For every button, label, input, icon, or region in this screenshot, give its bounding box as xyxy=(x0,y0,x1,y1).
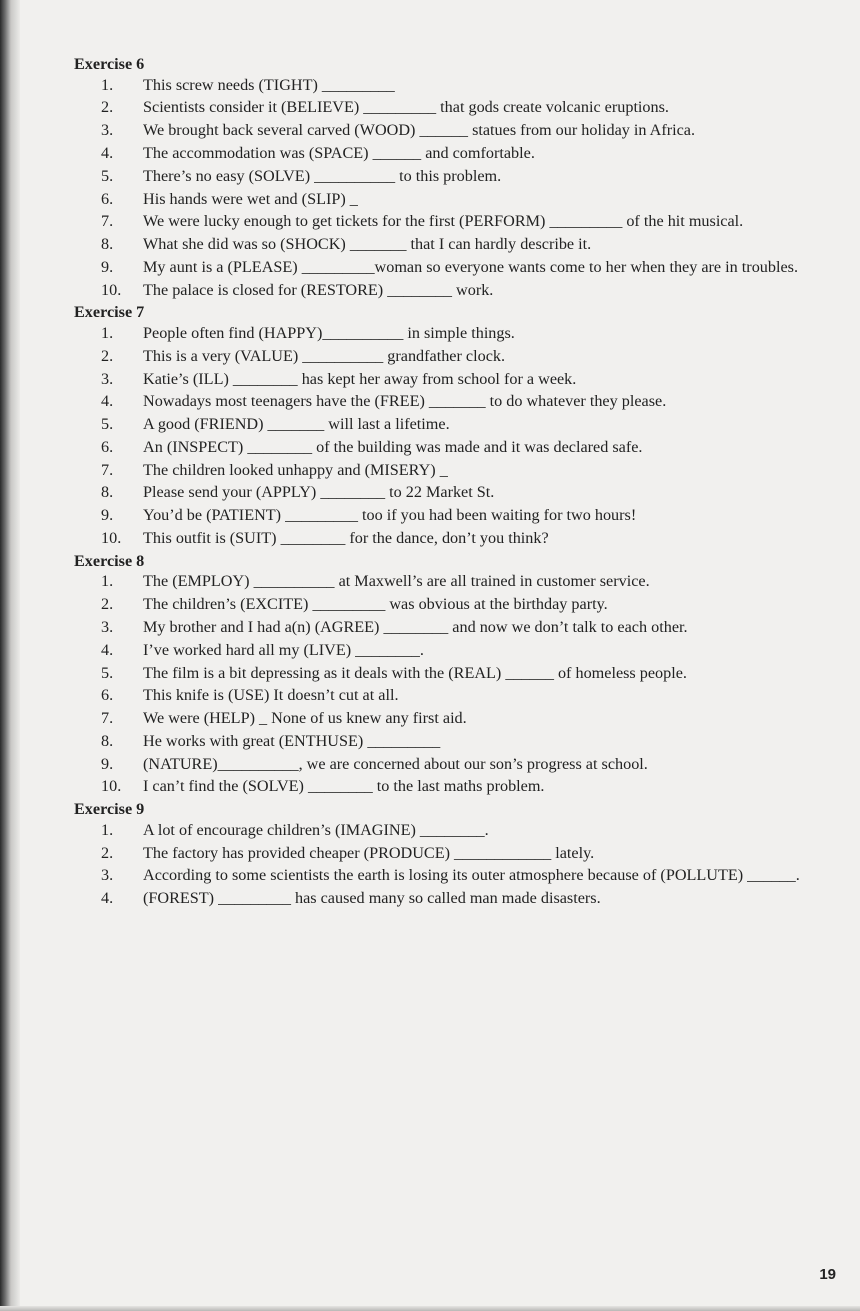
exercise-item xyxy=(74,166,842,187)
item-number: 3. xyxy=(101,121,114,140)
exercise-8 xyxy=(74,551,842,797)
exercise-item xyxy=(74,75,842,96)
item-text: The children’s (EXCITE) _________ was obvious at the birthday party. xyxy=(143,595,608,614)
exercise-item xyxy=(74,888,842,909)
item-text: The film is a bit depressing as it deals with the (REAL) ______ of homeless people. xyxy=(143,663,687,682)
item-text: (NATURE)__________, we are concerned about our son’s progress at school. xyxy=(143,754,648,773)
item-text: The factory has provided cheaper (PRODUCE) ____________ lately. xyxy=(143,843,595,862)
exercise-item xyxy=(74,189,842,210)
item-text: This knife is (USE) It doesn’t cut at all. xyxy=(143,686,399,705)
item-number: 4. xyxy=(101,889,114,908)
item-number: 2. xyxy=(101,595,114,614)
item-number: 2. xyxy=(101,843,114,862)
item-text: Scientists consider it (BELIEVE) _________ that gods create volcanic eruptions. xyxy=(143,98,669,117)
exercise-title: Exercise 7 xyxy=(74,303,145,322)
exercise-7 xyxy=(74,302,842,548)
exercise-item xyxy=(74,594,842,615)
exercise-item xyxy=(74,754,842,775)
exercise-item xyxy=(74,369,842,390)
item-number: 7. xyxy=(101,460,114,479)
item-text: (FOREST) _________ has caused many so called man made disasters. xyxy=(143,889,601,908)
item-number: 2. xyxy=(101,346,114,365)
exercise-item xyxy=(74,617,842,638)
item-text: There’s no easy (SOLVE) __________ to this problem. xyxy=(143,166,502,185)
item-number: 4. xyxy=(101,392,114,411)
exercise-item xyxy=(74,257,842,278)
item-number: 6. xyxy=(101,686,114,705)
item-number: 5. xyxy=(101,415,114,434)
item-number: 1. xyxy=(101,572,114,591)
item-text: This is a very (VALUE) __________ grandfather clock. xyxy=(143,346,506,365)
item-text: This outfit is (SUIT) ________ for the dance, don’t you think? xyxy=(143,529,549,548)
item-number: 6. xyxy=(101,189,114,208)
item-number: 10. xyxy=(101,777,122,796)
item-text: A good (FRIEND) _______ will last a lifetime. xyxy=(143,415,450,434)
exercise-item xyxy=(74,843,842,864)
exercise-title: Exercise 8 xyxy=(74,551,145,570)
exercise-item xyxy=(74,731,842,752)
exercise-item xyxy=(74,97,842,118)
exercise-item xyxy=(74,685,842,706)
item-number: 9. xyxy=(101,506,114,525)
item-text: The accommodation was (SPACE) ______ and comfortable. xyxy=(143,143,535,162)
item-number: 9. xyxy=(101,754,114,773)
item-number: 8. xyxy=(101,483,114,502)
exercise-item xyxy=(74,391,842,412)
exercise-item xyxy=(74,346,842,367)
item-text: An (INSPECT) ________ of the building was made and it was declared safe. xyxy=(143,437,643,456)
item-number: 8. xyxy=(101,235,114,254)
item-text: Please send your (APPLY) ________ to 22 Market St. xyxy=(143,483,495,502)
item-text: Katie’s (ILL) ________ has kept her away from school for a week. xyxy=(143,369,577,388)
exercise-item xyxy=(74,505,842,526)
item-number: 10. xyxy=(101,280,122,299)
item-number: 1. xyxy=(101,820,114,839)
exercise-item xyxy=(74,865,842,886)
item-text: According to some scientists the earth is losing its outer atmosphere because of (POLLUTE) ______. xyxy=(143,866,800,885)
exercise-item xyxy=(74,120,842,141)
exercise-item xyxy=(74,234,842,255)
item-text: The children looked unhappy and (MISERY) _ xyxy=(143,460,448,479)
item-number: 9. xyxy=(101,257,114,276)
item-number: 4. xyxy=(101,640,114,659)
exercise-item xyxy=(74,437,842,458)
item-text: I can’t find the (SOLVE) ________ to the last maths problem. xyxy=(143,777,545,796)
item-number: 3. xyxy=(101,369,114,388)
exercise-item xyxy=(74,414,842,435)
item-text: The (EMPLOY) __________ at Maxwell’s are all trained in customer service. xyxy=(143,572,650,591)
item-number: 5. xyxy=(101,166,114,185)
item-text: His hands were wet and (SLIP) _ xyxy=(143,189,358,208)
item-text: This screw needs (TIGHT) _________ xyxy=(143,75,395,94)
exercise-6 xyxy=(74,54,842,300)
item-number: 3. xyxy=(101,617,114,636)
item-text: We were lucky enough to get tickets for the first (PERFORM) _________ of the hit musical. xyxy=(143,212,744,231)
item-text: What she did was so (SHOCK) _______ that I can hardly describe it. xyxy=(143,235,592,254)
exercise-title: Exercise 6 xyxy=(74,55,145,73)
item-number: 3. xyxy=(101,866,114,885)
item-text: People often find (HAPPY)__________ in simple things. xyxy=(143,324,515,342)
exercise-item xyxy=(74,280,842,301)
item-number: 8. xyxy=(101,731,114,750)
exercise-item xyxy=(74,663,842,684)
exercise-item xyxy=(74,640,842,661)
item-number: 7. xyxy=(101,709,114,728)
exercise-item xyxy=(74,776,842,797)
item-text: We were (HELP) _ None of us knew any first aid. xyxy=(143,709,467,728)
item-number: 2. xyxy=(101,98,114,117)
exercise-item xyxy=(74,323,842,344)
item-text: My brother and I had a(n) (AGREE) ________ and now we don’t talk to each other. xyxy=(143,617,688,636)
exercise-item xyxy=(74,460,842,481)
exercise-item xyxy=(74,482,842,503)
exercise-item xyxy=(74,708,842,729)
exercise-item xyxy=(74,143,842,164)
page-number: 19 xyxy=(819,1266,836,1283)
item-number: 10. xyxy=(101,529,122,548)
book-binding-shadow xyxy=(0,0,20,1311)
exercise-item xyxy=(74,211,842,232)
item-text: You’d be (PATIENT) _________ too if you had been waiting for two hours! xyxy=(143,506,637,525)
item-number: 4. xyxy=(101,143,114,162)
item-text: A lot of encourage children’s (IMAGINE) ________. xyxy=(143,820,489,839)
item-number: 6. xyxy=(101,437,114,456)
page-bottom-edge xyxy=(0,1306,860,1311)
exercise-item xyxy=(74,571,842,592)
item-text: He works with great (ENTHUSE) _________ xyxy=(143,731,441,750)
exercise-item xyxy=(74,820,842,841)
item-text: The palace is closed for (RESTORE) ________ work. xyxy=(143,280,494,299)
item-number: 7. xyxy=(101,212,114,231)
exercise-title: Exercise 9 xyxy=(74,800,145,819)
item-number: 1. xyxy=(101,75,114,94)
exercise-9 xyxy=(74,799,842,909)
item-number: 1. xyxy=(101,324,114,342)
item-text: My aunt is a (PLEASE) _________woman so everyone wants come to her when they are in troubles. xyxy=(143,257,799,276)
exercise-item xyxy=(74,528,842,549)
item-number: 5. xyxy=(101,663,114,682)
exercise-content xyxy=(74,54,842,911)
item-text: We brought back several carved (WOOD) ______ statues from our holiday in Africa. xyxy=(143,121,696,140)
item-text: Nowadays most teenagers have the (FREE) _______ to do whatever they please. xyxy=(143,392,667,411)
item-text: I’ve worked hard all my (LIVE) ________. xyxy=(143,640,424,659)
